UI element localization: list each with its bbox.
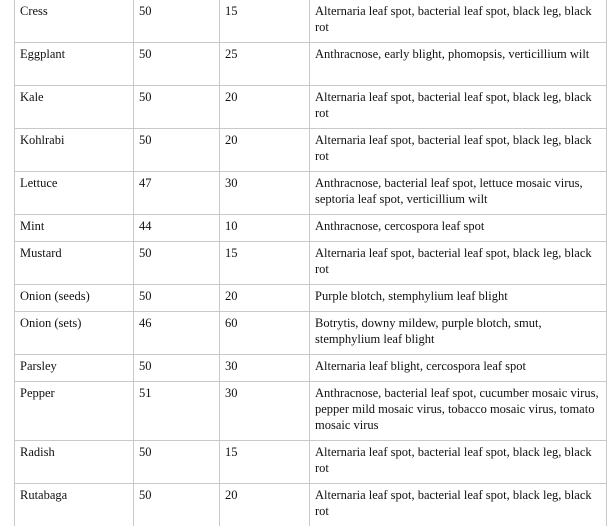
table-row: [15, 312, 607, 355]
diseases-cell: Alternaria leaf spot, bacterial leaf spot, black leg, black rot: [310, 0, 607, 43]
value-cell-2: 25: [220, 43, 310, 86]
table-row: [15, 355, 607, 382]
crop-name-cell: Rutabaga: [15, 484, 134, 527]
table-row: [15, 285, 607, 312]
crop-name-cell: Mustard: [15, 242, 134, 285]
crop-name-cell: Eggplant: [15, 43, 134, 86]
table-row: [15, 382, 607, 441]
value-cell-2: 15: [220, 441, 310, 484]
diseases-cell: Anthracnose, early blight, phomopsis, verticillium wilt: [310, 43, 607, 86]
value-cell-1: 50: [134, 484, 220, 527]
crop-name-cell: Kohlrabi: [15, 129, 134, 172]
diseases-cell: Anthracnose, bacterial leaf spot, lettuce mosaic virus, septoria leaf spot, verticillium wilt: [310, 172, 607, 215]
value-cell-1: 50: [134, 285, 220, 312]
value-cell-2: 15: [220, 242, 310, 285]
crop-name-cell: Radish: [15, 441, 134, 484]
value-cell-1: 50: [134, 43, 220, 86]
diseases-cell: Alternaria leaf spot, bacterial leaf spot, black leg, black rot: [310, 242, 607, 285]
crop-disease-table: [14, 0, 607, 526]
value-cell-1: 51: [134, 382, 220, 441]
table-row: [15, 441, 607, 484]
value-cell-2: 20: [220, 484, 310, 527]
value-cell-1: 50: [134, 242, 220, 285]
value-cell-2: 60: [220, 312, 310, 355]
table-row: [15, 0, 607, 43]
crop-name-cell: Cress: [15, 0, 134, 43]
diseases-cell: Anthracnose, cercospora leaf spot: [310, 215, 607, 242]
value-cell-1: 50: [134, 0, 220, 43]
value-cell-1: 50: [134, 86, 220, 129]
crop-name-cell: Pepper: [15, 382, 134, 441]
diseases-cell: Alternaria leaf blight, cercospora leaf spot: [310, 355, 607, 382]
value-cell-2: 20: [220, 129, 310, 172]
value-cell-1: 46: [134, 312, 220, 355]
diseases-cell: Alternaria leaf spot, bacterial leaf spot, black leg, black rot: [310, 86, 607, 129]
table-row: [15, 215, 607, 242]
value-cell-2: 30: [220, 355, 310, 382]
diseases-cell: Anthracnose, bacterial leaf spot, cucumber mosaic virus, pepper mild mosaic virus, tobacco mosaic virus, tomato mosaic virus: [310, 382, 607, 441]
crop-name-cell: Parsley: [15, 355, 134, 382]
diseases-cell: Alternaria leaf spot, bacterial leaf spot, black leg, black rot: [310, 484, 607, 527]
table-row: [15, 242, 607, 285]
diseases-cell: Botrytis, downy mildew, purple blotch, smut, stemphylium leaf blight: [310, 312, 607, 355]
value-cell-1: 44: [134, 215, 220, 242]
value-cell-1: 50: [134, 355, 220, 382]
value-cell-2: 30: [220, 172, 310, 215]
diseases-cell: Alternaria leaf spot, bacterial leaf spot, black leg, black rot: [310, 441, 607, 484]
value-cell-1: 50: [134, 441, 220, 484]
value-cell-1: 50: [134, 129, 220, 172]
crop-name-cell: Onion (seeds): [15, 285, 134, 312]
table-row: [15, 86, 607, 129]
table-row: [15, 172, 607, 215]
crop-name-cell: Onion (sets): [15, 312, 134, 355]
value-cell-1: 47: [134, 172, 220, 215]
value-cell-2: 30: [220, 382, 310, 441]
value-cell-2: 15: [220, 0, 310, 43]
value-cell-2: 20: [220, 285, 310, 312]
value-cell-2: 20: [220, 86, 310, 129]
diseases-cell: Alternaria leaf spot, bacterial leaf spot, black leg, black rot: [310, 129, 607, 172]
crop-name-cell: Kale: [15, 86, 134, 129]
table-row: [15, 484, 607, 527]
value-cell-2: 10: [220, 215, 310, 242]
crop-name-cell: Mint: [15, 215, 134, 242]
table-row: [15, 43, 607, 86]
table-row: [15, 129, 607, 172]
crop-name-cell: Lettuce: [15, 172, 134, 215]
diseases-cell: Purple blotch, stemphylium leaf blight: [310, 285, 607, 312]
